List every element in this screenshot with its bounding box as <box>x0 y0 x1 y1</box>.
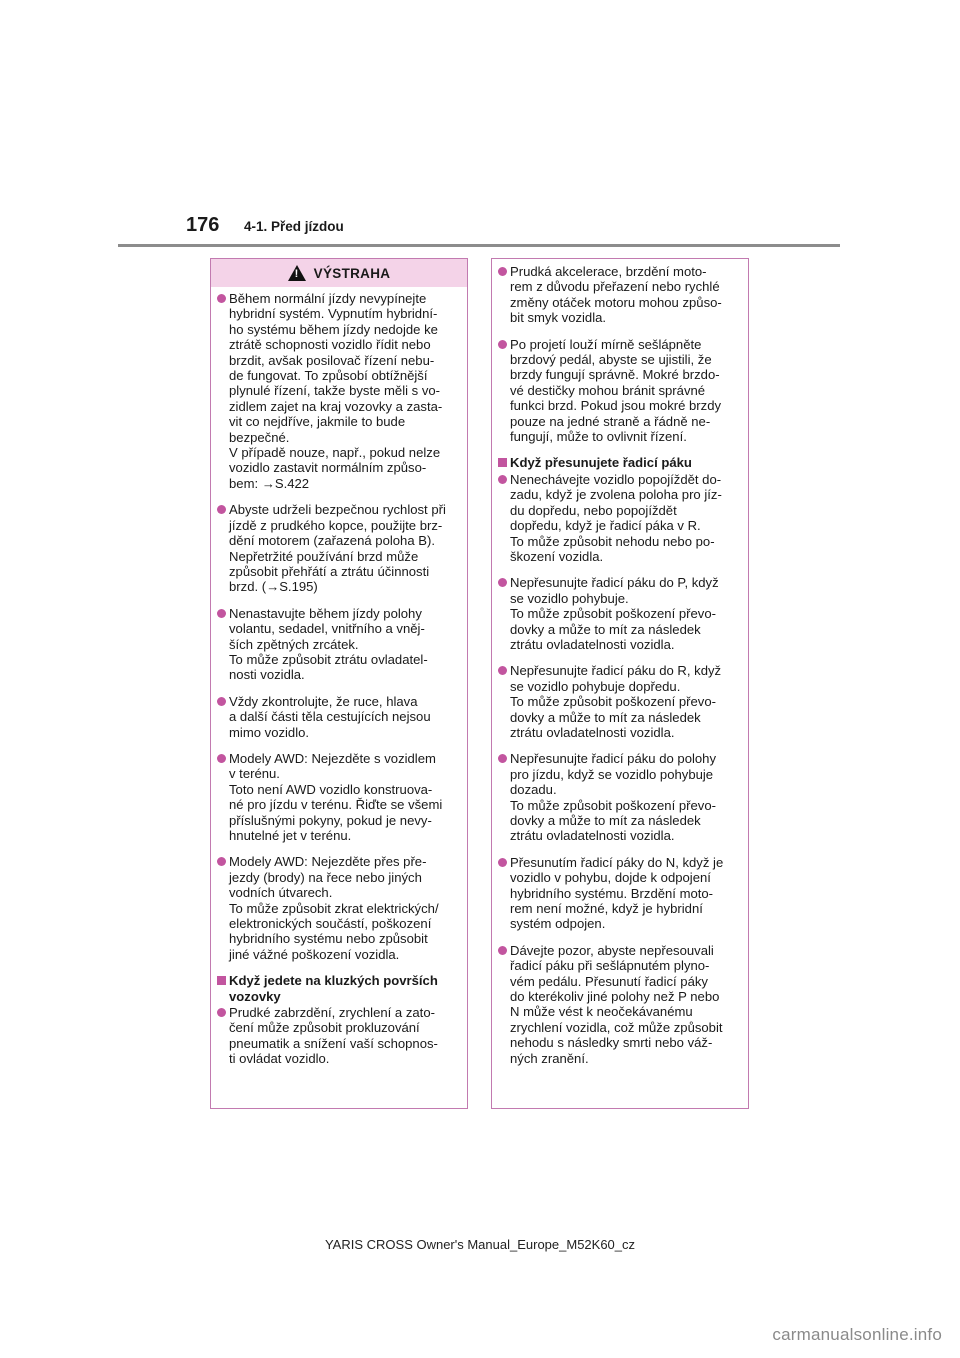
item-line: dovky a může to mít za následek <box>510 709 701 725</box>
item-line: vodních útvarech. <box>229 885 333 901</box>
item-line: Nepřesunujte řadicí páku do P, když <box>510 575 719 591</box>
item-line: čení může způsobit prokluzování <box>229 1020 420 1036</box>
item-line: mimo vozidlo. <box>229 724 310 740</box>
round-bullet-icon <box>498 578 507 587</box>
item-line: Prudké zabrzdění, zrychlení a zato- <box>229 1005 435 1021</box>
item-line: pneumatik a snížení vaší schopnos- <box>229 1035 438 1051</box>
round-bullet-icon <box>217 697 226 706</box>
item-line: ných zranění. <box>510 1050 589 1066</box>
item-line: Nepřesunujte řadicí páku do polohy <box>510 751 716 767</box>
warning-box-right <box>491 258 749 1109</box>
item-line: du dopředu, nebo popojíždět <box>510 502 677 518</box>
round-bullet-icon <box>498 340 507 349</box>
item-line: Abyste udrželi bezpečnou rychlost při <box>229 502 446 518</box>
item-line: ších zpětných zrcátek. <box>229 636 359 652</box>
item-line: jezdy (brody) na řece nebo jiných <box>229 869 422 885</box>
item-line: jízdě z prudkého kopce, použijte brz- <box>229 517 443 533</box>
item-line: rem z důvodu přeřazení nebo rychlé <box>510 279 720 295</box>
item-line: brzd. (→S.195) <box>229 579 318 595</box>
item-line: To může způsobit poškození převo- <box>510 797 716 813</box>
warning-item <box>217 606 461 683</box>
item-line: Modely AWD: Nejezděte přes pře- <box>229 854 427 870</box>
item-line: bit smyk vozidla. <box>510 310 607 326</box>
item-line: vém pedálu. Přesunutí řadicí páky <box>510 973 708 989</box>
item-line: Vždy zkontrolujte, že ruce, hlava <box>229 693 418 709</box>
item-line: Během normální jízdy nevypínejte <box>229 291 427 306</box>
item-line: vé destičky mohou bránit správné <box>510 382 706 398</box>
item-line: To může způsobit ztrátu ovladatel- <box>229 651 428 667</box>
item-line: vit co nejdříve, jakmile to bude <box>229 414 406 430</box>
item-line: dovky a může to mít za následek <box>510 621 701 637</box>
square-bullet-icon <box>498 458 507 467</box>
item-line: ztrátu ovladatelnosti vozidla. <box>510 636 675 652</box>
item-line: dozadu. <box>510 782 557 798</box>
warning-item <box>498 472 742 564</box>
item-line: To může způsobit poškození převo- <box>510 694 716 710</box>
square-bullet-icon <box>217 976 226 985</box>
item-line: se vozidlo pohybuje dopředu. <box>510 678 681 694</box>
warning-title: VÝSTRAHA <box>313 265 391 281</box>
item-line: pouze na jedné straně a řádně ne- <box>510 413 711 429</box>
header-rule <box>118 244 840 247</box>
item-line: řadicí páku při sešlápnutém plyno- <box>510 958 710 974</box>
round-bullet-icon <box>498 754 507 763</box>
item-line: vozidlo v pohybu, dojde k odpojení <box>510 870 711 886</box>
subheading-shift-lever <box>498 455 742 470</box>
item-line: hybridní systém. Vypnutím hybridní- <box>229 306 438 322</box>
item-line: dopředu, když je řadicí páka v R. <box>510 518 701 534</box>
item-line: Přesunutím řadicí páky do N, když je <box>510 854 724 870</box>
warning-content-right <box>492 259 748 1066</box>
item-line: bezpečné. <box>229 429 290 445</box>
round-bullet-icon <box>498 475 507 484</box>
item-line: elektronických součástí, poškození <box>229 916 432 932</box>
warning-item <box>217 854 461 962</box>
round-bullet-icon <box>498 267 507 276</box>
item-line: jiné vážné poškození vozidla. <box>229 946 400 962</box>
round-bullet-icon <box>498 858 507 867</box>
item-line: Nenechávejte vozidlo popojíždět do- <box>510 471 722 487</box>
subhead-line: Když přesunujete řadicí páku <box>510 455 692 471</box>
warning-item <box>498 264 742 326</box>
item-line: do kterékoliv jiné polohy než P nebo <box>510 989 720 1005</box>
item-line: v terénu. <box>229 766 280 782</box>
item-line: příslušnými pokyny, pokud je nevy- <box>229 812 432 828</box>
item-line: funkci brzd. Pokud jsou mokré brzdy <box>510 398 722 414</box>
item-line: Nepřetržité používání brzd může <box>229 548 419 564</box>
item-line: né pro jízdu v terénu. Řiďte se všemi <box>229 797 443 813</box>
round-bullet-icon <box>217 505 226 514</box>
warning-item <box>498 663 742 740</box>
warning-item <box>217 1005 461 1067</box>
item-line: bem: →S.422 <box>229 475 310 491</box>
section-title: 4-1. Před jízdou <box>244 219 344 234</box>
item-line: Toto není AWD vozidlo konstruova- <box>229 781 433 797</box>
round-bullet-icon <box>498 666 507 675</box>
item-line: změny otáček motoru mohou způso- <box>510 294 722 310</box>
item-line: rem není možné, když je hybridní <box>510 901 703 917</box>
item-line: hybridního systému nebo způsobit <box>229 931 428 947</box>
item-line: se vozidlo pohybuje. <box>510 590 629 606</box>
round-bullet-icon <box>217 609 226 618</box>
warning-content-left <box>211 287 467 1067</box>
item-line: nosti vozidla. <box>229 667 305 683</box>
footer: YARIS CROSS Owner's Manual_Europe_M52K60_cz <box>324 1237 636 1252</box>
item-line: Nepřesunujte řadicí páku do R, když <box>510 663 722 679</box>
round-bullet-icon <box>217 857 226 866</box>
item-line: To může způsobit zkrat elektrických/ <box>229 900 439 916</box>
warning-item <box>498 575 742 652</box>
item-line: Nenastavujte během jízdy polohy <box>229 605 422 621</box>
round-bullet-icon <box>217 754 226 763</box>
warning-item <box>498 855 742 932</box>
warning-item <box>217 694 461 740</box>
item-line: hybridního systému. Brzdění moto- <box>510 885 714 901</box>
warning-item <box>498 337 742 445</box>
item-line: brzdit, avšak posilovač řízení nebu- <box>229 352 435 368</box>
item-line: ztrátu ovladatelnosti vozidla. <box>510 828 675 844</box>
warning-item <box>217 291 461 491</box>
item-line: V případě nouze, např., pokud nelze <box>229 445 441 461</box>
item-line: pro jízdu, když se vozidlo pohybuje <box>510 766 714 782</box>
item-line: vozidlo zastavit normálním způso- <box>229 460 427 476</box>
warning-item <box>217 751 461 843</box>
item-line: hnutelné jet v terénu. <box>229 828 352 843</box>
item-line: ztrátu ovladatelnosti vozidla. <box>510 724 675 740</box>
item-line: dovky a může to mít za následek <box>510 813 701 828</box>
warning-item <box>498 943 742 1066</box>
round-bullet-icon <box>498 946 507 955</box>
round-bullet-icon <box>217 294 226 303</box>
item-line: brzdy fungují správně. Mokré brzdo- <box>510 367 720 383</box>
subhead-line: vozovky <box>229 988 281 1004</box>
item-line: de fungovat. To způsobí obtížnější <box>229 368 428 384</box>
subheading-slippery <box>217 973 461 1004</box>
item-line: systém odpojen. <box>510 916 606 932</box>
item-line: N může vést k neočekávanému <box>510 1004 693 1020</box>
item-line: ho systému během jízdy nedojde ke <box>229 321 438 337</box>
warning-triangle-icon <box>288 265 306 281</box>
item-line: a další části těla cestujících nejsou <box>229 709 431 725</box>
item-line: To může způsobit poškození převo- <box>510 606 716 622</box>
warning-title-bar <box>211 259 467 287</box>
item-line: zadu, když je zvolena poloha pro jíz- <box>510 487 722 503</box>
item-line: zidlem zajet na kraj vozovky a zasta- <box>229 398 443 414</box>
page-number: 176 <box>186 214 220 236</box>
round-bullet-icon <box>217 1008 226 1017</box>
subhead-line: Když jedete na kluzkých površích <box>229 973 438 989</box>
item-line: Dávejte pozor, abyste nepřesouvali <box>510 942 714 958</box>
warning-item <box>498 751 742 843</box>
item-line: volantu, sedadel, vnitřního a vněj- <box>229 621 425 637</box>
item-line: ti ovládat vozidlo. <box>229 1051 330 1067</box>
item-line: plynulé řízení, takže byste měli s vo- <box>229 383 441 399</box>
item-line: nehodu s následky smrti nebo váž- <box>510 1035 713 1051</box>
item-line: dění motorem (zařazená poloha B). <box>229 533 435 549</box>
warning-box-left <box>210 258 468 1109</box>
warning-item <box>217 502 461 594</box>
item-line: způsobit přehřátí a ztrátu účinnosti <box>229 563 430 579</box>
item-line: Prudká akcelerace, brzdění moto- <box>510 264 707 279</box>
item-line: brzdový pedál, abyste se ujistili, že <box>510 352 712 368</box>
item-line: škození vozidla. <box>510 548 604 564</box>
item-line: zrychlení vozidla, což může způsobit <box>510 1019 723 1035</box>
watermark[interactable]: carmanualsonline.info <box>772 1325 942 1344</box>
item-line: To může způsobit nehodu nebo po- <box>510 533 715 549</box>
item-line: Po projetí louží mírně sešlápněte <box>510 336 702 352</box>
item-line: Modely AWD: Nejezděte s vozidlem <box>229 750 436 766</box>
item-line: ztrátě schopnosti vozidlo řídit nebo <box>229 337 431 353</box>
item-line: fungují, může to ovlivnit řízení. <box>510 429 687 445</box>
